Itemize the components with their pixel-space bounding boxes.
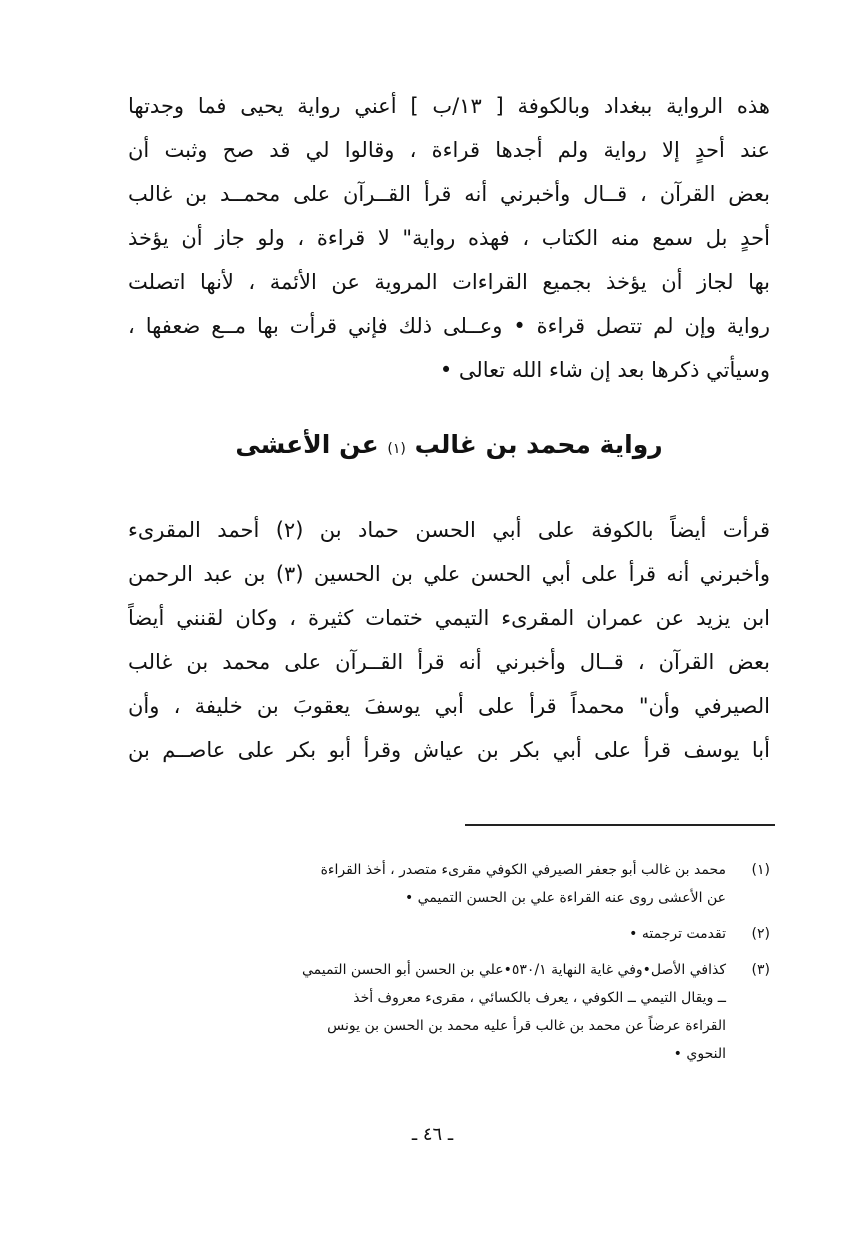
heading-text: رواية محمد بن غالب (414, 430, 663, 459)
section-heading (128, 430, 770, 459)
text-line: رواية وإن لم تتصل قراءة • وعــلى ذلك فإني قرأت بها مــع ضعفها ، (128, 314, 770, 338)
text-line: وأخبرني أنه قرأ على أبي الحسن علي بن الحسين (٣) بن عبد الرحمن (128, 562, 770, 586)
footnote-line: محمد بن غالب أبو جعفر الصيرفي الكوفي مقرىء متصدر ، أخذ القراءة (320, 862, 726, 878)
text-line: هذه الرواية ببغداد وبالكوفة [ ١٣/ب ] أعني رواية يحيى فما وجدتها (128, 94, 770, 118)
footnote-number: (٢) (751, 926, 770, 942)
footnote-line: تقدمت ترجمته • (629, 926, 726, 942)
footnote-line: القراءة عرضاً عن محمد بن غالب قرأ عليه محمد بن الحسن بن يونس (327, 1018, 726, 1034)
paragraph-2 (128, 508, 770, 772)
footnote-number: (٣) (751, 962, 770, 978)
text-line: وسيأتي ذكرها بعد إن شاء الله تعالى • (439, 358, 770, 382)
footnote-line: عن الأعشى روى عنه القراءة علي بن الحسن التميمي • (404, 890, 726, 906)
footnote-divider (465, 824, 775, 826)
footnotes (128, 856, 770, 1076)
text-line: بعض القرآن ، قــال وأخبرني أنه قرأ القــرآن على محمد بن غالب (128, 650, 770, 674)
text-line: ابن يزيد عن عمران المقرىء التيمي ختمات كثيرة ، وكان لقنني أيضاً (128, 606, 770, 630)
text-line: عند أحدٍ إلا رواية ولم أجدها قراءة ، وقالوا لي قد صح وثبت أن (128, 138, 770, 162)
footnote-text (128, 856, 726, 912)
paragraph-1 (128, 84, 770, 392)
text-line: بعض القرآن ، قــال وأخبرني أنه قرأ القــرآن على محمــد بن غالب (128, 182, 770, 206)
text-line: بها لجاز أن يؤخذ بجميع القراءات المروية عن الأئمة ، لأنها اتصلت (128, 270, 770, 294)
footnote-text (128, 920, 726, 948)
heading-text-end: عن الأعشى (235, 430, 379, 459)
text-line: قرأت أيضاً بالكوفة على أبي الحسن حماد بن (٢) أحمد المقرىء (128, 518, 770, 542)
footnote-1 (128, 856, 770, 912)
text-line: أبا يوسف قرأ على أبي بكر بن عياش وقرأ أبو بكر على عاصــم بن (128, 738, 770, 762)
footnote-line: كذافي الأصل•وفي غاية النهاية ٥٣٠/١•علي بن الحسن أبو الحسن التميمي (302, 962, 726, 978)
page-number: ـ ٤٦ ـ (411, 1124, 454, 1145)
text-line: الصيرفي وأن" محمداً قرأ على أبي يوسفَ يعقوبَ بن خليفة ، وأن (128, 694, 770, 718)
footnote-number: (١) (751, 862, 770, 878)
footnote-line: ــ ويقال التيمي ــ الكوفي ، يعرف بالكسائي ، مقرىء معروف أخذ (353, 990, 726, 1006)
footnote-text (128, 956, 726, 1068)
heading-footnote-ref: (١) (387, 441, 406, 457)
footnote-2 (128, 920, 770, 948)
footnote-line: النحوي • (673, 1046, 726, 1062)
text-line: أحدٍ بل سمع منه الكتاب ، فهذه رواية" لا قراءة ، ولو جاز أن يؤخذ (128, 226, 770, 250)
footnote-3 (128, 956, 770, 1068)
